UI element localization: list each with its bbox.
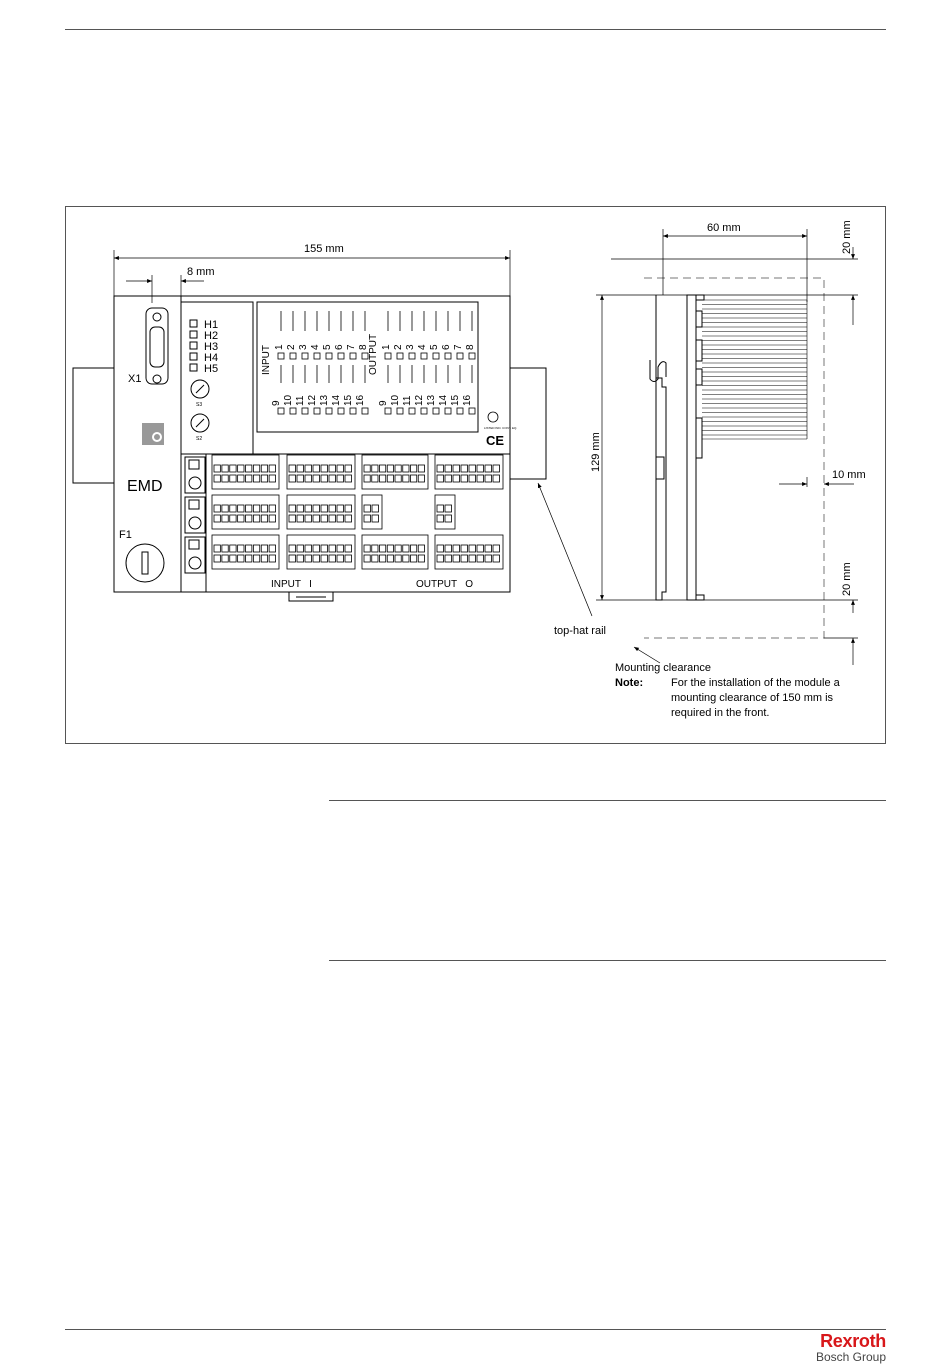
terminal-clamp [321, 465, 328, 472]
channel-label: 2 [286, 344, 297, 350]
led-indicator [326, 408, 332, 414]
terminal-clamp [321, 555, 328, 562]
terminal-clamp [364, 515, 371, 522]
terminal-clamp [269, 505, 275, 512]
terminal-clamp [214, 555, 220, 562]
terminal-clamp [329, 515, 336, 522]
terminal-clamp [345, 545, 352, 552]
terminal-clamp [253, 555, 259, 562]
channel-label: 6 [334, 344, 345, 350]
led-indicator [314, 353, 320, 359]
channel-label: 1 [381, 344, 392, 350]
terminal-clamp [329, 505, 336, 512]
channel-label: 11 [295, 395, 306, 406]
led-h4-label: H4 [204, 352, 219, 364]
input-channels-top [274, 344, 369, 350]
terminal-clamp [418, 555, 424, 562]
x1-connector [146, 308, 168, 384]
terminal-clamp [253, 515, 259, 522]
terminal-clamp [493, 555, 500, 562]
output-heading: OUTPUT [368, 333, 379, 375]
terminal-clamp [372, 545, 378, 552]
terminal-clamp [418, 465, 424, 472]
note-label: Note: [615, 677, 644, 689]
terminal-clamp [337, 545, 344, 552]
terminal-clamp [214, 505, 220, 512]
fuse-label: F1 [119, 529, 132, 541]
terminal-clamp [469, 545, 476, 552]
channel-label: 15 [450, 394, 461, 406]
led-h1-label: H1 [204, 319, 219, 331]
terminal-clamp [297, 505, 304, 512]
terminal-clamp [289, 475, 296, 482]
terminal-clamp [238, 555, 244, 562]
terminal-clamp [214, 465, 220, 472]
terminal-clamp [246, 465, 252, 472]
terminal-clamp [313, 515, 320, 522]
terminal-clamp [445, 475, 452, 482]
channel-label: 3 [405, 344, 416, 350]
terminal-clamp [445, 465, 452, 472]
terminal-clamp [387, 475, 393, 482]
terminal-clamp [445, 515, 452, 522]
led-indicator [409, 408, 415, 414]
led-indicator [421, 353, 427, 359]
rail-label: top-hat rail [554, 625, 606, 637]
terminal-clamp [453, 555, 460, 562]
output-channels-bottom [378, 394, 473, 406]
channel-label: 5 [322, 344, 333, 350]
channel-label: 7 [346, 344, 357, 350]
terminal-clamp [477, 465, 484, 472]
terminal-clamp [289, 505, 296, 512]
switch-s3-label: S3 [196, 402, 203, 408]
channel-label: 10 [283, 394, 294, 406]
terminal-clamp [403, 465, 409, 472]
input-bottom-label: INPUT I [271, 579, 312, 590]
channel-label: 10 [390, 394, 401, 406]
terminal-clamp [372, 475, 378, 482]
terminal-clamp [477, 475, 484, 482]
terminal-clamp [297, 475, 304, 482]
led-indicator [385, 353, 391, 359]
led-indicator [445, 353, 451, 359]
channel-label: 8 [358, 344, 369, 350]
terminal-clamp [372, 465, 378, 472]
terminal-clamp [445, 555, 452, 562]
terminal-clamp [437, 555, 444, 562]
terminal-clamp [230, 515, 236, 522]
channel-label: 14 [438, 394, 449, 406]
terminal-clamp [461, 545, 468, 552]
terminal-clamp [289, 515, 296, 522]
output-channels-top [381, 344, 476, 350]
module-name: EMD [127, 478, 163, 495]
channel-label: 16 [355, 394, 366, 406]
terminal-clamp [469, 555, 476, 562]
terminal-clamp [313, 505, 320, 512]
terminal-clamp [493, 545, 500, 552]
led-indicator [469, 408, 475, 414]
depth-dimension-label: 60 mm [707, 222, 741, 234]
terminal-clamp [297, 465, 304, 472]
terminal-clamp [222, 545, 228, 552]
terminal-clamp [387, 555, 393, 562]
header-rule [65, 29, 886, 30]
terminal-clamp [253, 465, 259, 472]
led-indicator [278, 408, 284, 414]
channel-label: 11 [402, 395, 413, 406]
terminal-clamp [305, 515, 312, 522]
terminal-clamp [305, 545, 312, 552]
terminal-clamp [238, 465, 244, 472]
terminal-clamp [493, 465, 500, 472]
terminal-clamp [305, 505, 312, 512]
terminal-clamp [485, 475, 492, 482]
terminal-clamp [214, 475, 220, 482]
side-view [644, 278, 824, 638]
led-indicator [469, 353, 475, 359]
bottom-clearance-label: 20 mm [841, 562, 853, 596]
terminal-clamp [230, 545, 236, 552]
led-indicator [362, 408, 368, 414]
terminal-clamp [329, 465, 336, 472]
terminal-clamp [337, 505, 344, 512]
terminal-clamp [485, 545, 492, 552]
terminal-clamp [305, 475, 312, 482]
led-indicator [350, 353, 356, 359]
led-indicator [290, 353, 296, 359]
terminal-clamp [313, 465, 320, 472]
terminal-clamp [372, 505, 379, 512]
terminal-clamp [477, 555, 484, 562]
heatsink-fins [702, 300, 807, 439]
terminal-clamp [477, 545, 484, 552]
terminal-clamp [321, 515, 328, 522]
terminal-clamp [437, 505, 444, 512]
terminal-clamp [380, 545, 386, 552]
terminal-clamp [337, 465, 344, 472]
footer-rule [65, 1329, 886, 1330]
terminal-clamp [395, 475, 401, 482]
terminal-clamp [403, 545, 409, 552]
terminal-clamp [253, 545, 259, 552]
led-h5-label: H5 [204, 363, 219, 375]
terminal-clamp [372, 515, 379, 522]
terminal-clamp [364, 465, 370, 472]
channel-label: 12 [307, 394, 318, 406]
terminal-clamp [345, 465, 352, 472]
terminal-clamp [345, 515, 352, 522]
terminal-clamp [289, 545, 296, 552]
terminal-clamp [269, 545, 275, 552]
terminal-clamp [453, 545, 460, 552]
terminal-clamp [261, 475, 267, 482]
terminal-clamp [222, 475, 228, 482]
terminal-clamp [261, 545, 267, 552]
terminal-clamp [214, 515, 220, 522]
led-indicator [409, 353, 415, 359]
terminal-clamp [261, 465, 267, 472]
terminal-clamp [445, 545, 452, 552]
led-indicator [397, 353, 403, 359]
channel-label: 15 [343, 394, 354, 406]
terminal-clamp [395, 545, 401, 552]
terminal-clamp [329, 555, 336, 562]
led-indicator [433, 408, 439, 414]
channel-label: 7 [453, 344, 464, 350]
channel-label: 4 [310, 344, 321, 350]
ul-mark-icon [488, 412, 498, 422]
terminal-clamp [313, 475, 320, 482]
terminal-clamp [418, 475, 424, 482]
terminal-clamp [461, 465, 468, 472]
terminal-clamp [269, 475, 275, 482]
terminal-clamp [329, 545, 336, 552]
terminal-clamp [445, 505, 452, 512]
x1-label: X1 [128, 373, 142, 385]
width-dimension-label: 155 mm [304, 243, 344, 255]
terminal-clamp [411, 475, 417, 482]
terminal-clamp [230, 465, 236, 472]
fuse-holder [126, 544, 164, 582]
terminal-clamp [238, 515, 244, 522]
led-h2-label: H2 [204, 330, 219, 342]
terminal-clamp [261, 515, 267, 522]
terminal-clamp [305, 555, 312, 562]
channel-label: 9 [271, 400, 282, 406]
rexroth-logo [816, 1331, 886, 1364]
terminal-clamp [329, 475, 336, 482]
led-indicator [421, 408, 427, 414]
terminal-clamp [246, 475, 252, 482]
terminal-clamp [289, 555, 296, 562]
brand-group: Bosch Group [815, 1350, 886, 1364]
terminal-clamp [364, 555, 370, 562]
offset-dimension-label: 8 mm [187, 266, 215, 278]
module-body [114, 296, 510, 592]
module-side-body [687, 295, 696, 600]
terminal-clamp [238, 475, 244, 482]
note-line: For the installation of the module a [671, 677, 840, 689]
led-indicator [338, 353, 344, 359]
note-line: required in the front. [671, 707, 770, 719]
terminal-clamp [403, 555, 409, 562]
channel-label: 4 [417, 344, 428, 350]
side-clearance-label: 10 mm [832, 469, 866, 481]
terminal-clamp [230, 475, 236, 482]
terminal-clamp [461, 475, 468, 482]
terminal-clamp [453, 465, 460, 472]
led-indicator [457, 408, 463, 414]
terminal-clamp [230, 555, 236, 562]
terminal-clamp [337, 515, 344, 522]
terminal-clamp [313, 555, 320, 562]
channel-label: 9 [378, 400, 389, 406]
terminal-clamp [222, 505, 228, 512]
terminal-clamp [222, 515, 228, 522]
terminal-clamp [485, 465, 492, 472]
dimension-drawing-svg [66, 207, 887, 745]
rail-right [510, 368, 546, 479]
switch-s2-label: S2 [196, 436, 203, 442]
ce-mark: CE [486, 433, 505, 448]
channel-label: 12 [414, 394, 425, 406]
terminal-clamp [364, 505, 371, 512]
channel-label: 16 [462, 394, 473, 406]
terminal-clamp [345, 505, 352, 512]
terminal-clamp [364, 475, 370, 482]
dimension-drawing [65, 206, 886, 744]
terminal-clamp [246, 515, 252, 522]
terminal-clamp [437, 545, 444, 552]
led-indicator [338, 408, 344, 414]
terminal-clamp [485, 555, 492, 562]
side-dimensions [596, 229, 858, 665]
height-dimension-label: 129 mm [590, 432, 602, 472]
led-indicator [385, 408, 391, 414]
terminal-clamp [230, 505, 236, 512]
terminal-clamp [269, 515, 275, 522]
terminal-clamp [469, 465, 476, 472]
input-channels-bottom [271, 394, 366, 406]
led-indicator [290, 408, 296, 414]
brand-name: Rexroth [820, 1331, 886, 1351]
terminal-clamp [345, 475, 352, 482]
terminal-clamp [345, 555, 352, 562]
note-line: mounting clearance of 150 mm is [671, 692, 834, 704]
terminal-clamp [453, 475, 460, 482]
terminal-clamp [289, 465, 296, 472]
terminal-clamp [418, 545, 424, 552]
section-rule-bottom [329, 960, 886, 961]
channel-label: 5 [429, 344, 440, 350]
terminal-clamp [380, 555, 386, 562]
terminal-clamp [297, 555, 304, 562]
led-indicator [457, 353, 463, 359]
terminal-clamp [380, 465, 386, 472]
channel-label: 14 [331, 394, 342, 406]
led-indicator [445, 408, 451, 414]
terminal-clamp [253, 505, 259, 512]
terminal-clamp [305, 465, 312, 472]
terminal-clamp [337, 475, 344, 482]
terminal-clamp [380, 475, 386, 482]
channel-label: 2 [393, 344, 404, 350]
output-bottom-label: OUTPUT O [416, 579, 474, 590]
channel-label: 3 [298, 344, 309, 350]
terminal-clamp [437, 465, 444, 472]
terminal-clamp [469, 475, 476, 482]
terminal-clamp [222, 465, 228, 472]
channel-label: 1 [274, 344, 285, 350]
terminal-clamp [395, 465, 401, 472]
terminal-clamp [238, 545, 244, 552]
terminal-clamp [461, 555, 468, 562]
led-indicator [302, 408, 308, 414]
terminal-clamp [297, 515, 304, 522]
terminal-clamp [411, 555, 417, 562]
terminal-clamp [269, 555, 275, 562]
terminal-clamp [313, 545, 320, 552]
terminal-clamp [337, 555, 344, 562]
terminal-clamp [387, 465, 393, 472]
channel-label: 6 [441, 344, 452, 350]
terminal-clamp [372, 555, 378, 562]
terminal-clamp [261, 505, 267, 512]
led-indicator [326, 353, 332, 359]
terminal-clamp [246, 555, 252, 562]
terminal-clamp [297, 545, 304, 552]
terminal-clamp [246, 505, 252, 512]
terminal-clamp [253, 475, 259, 482]
channel-label: 13 [319, 394, 330, 406]
front-dimensions [114, 250, 510, 303]
terminal-clamp [214, 545, 220, 552]
rail-left [73, 368, 114, 483]
section-rule-top [329, 800, 886, 801]
led-indicator [314, 408, 320, 414]
terminal-clamp [411, 545, 417, 552]
terminal-clamp [321, 545, 328, 552]
input-heading: INPUT [261, 345, 272, 375]
terminal-clamp [222, 555, 228, 562]
top-clearance-label: 20 mm [841, 220, 853, 254]
led-indicator [397, 408, 403, 414]
terminal-clamp [437, 475, 444, 482]
led-h3-label: H3 [204, 341, 219, 353]
terminal-clamp [261, 555, 267, 562]
terminal-clamp [437, 515, 444, 522]
terminal-clamp [493, 475, 500, 482]
ul-mark: LISTED IND. CONT. EQ. [484, 426, 518, 430]
terminal-clamp [364, 545, 370, 552]
terminal-clamp [387, 545, 393, 552]
channel-label: 13 [426, 394, 437, 406]
clearance-title: Mounting clearance [615, 662, 712, 674]
terminal-clamp [238, 505, 244, 512]
terminal-clamp [403, 475, 409, 482]
terminal-clamp [411, 465, 417, 472]
led-indicator [350, 408, 356, 414]
channel-label: 8 [465, 344, 476, 350]
led-indicator [278, 353, 284, 359]
terminal-clamp [321, 475, 328, 482]
led-indicator [433, 353, 439, 359]
terminal-clamp [321, 505, 328, 512]
terminal-clamp [269, 465, 275, 472]
led-indicator [302, 353, 308, 359]
terminal-clamp [246, 545, 252, 552]
terminal-clamp [395, 555, 401, 562]
